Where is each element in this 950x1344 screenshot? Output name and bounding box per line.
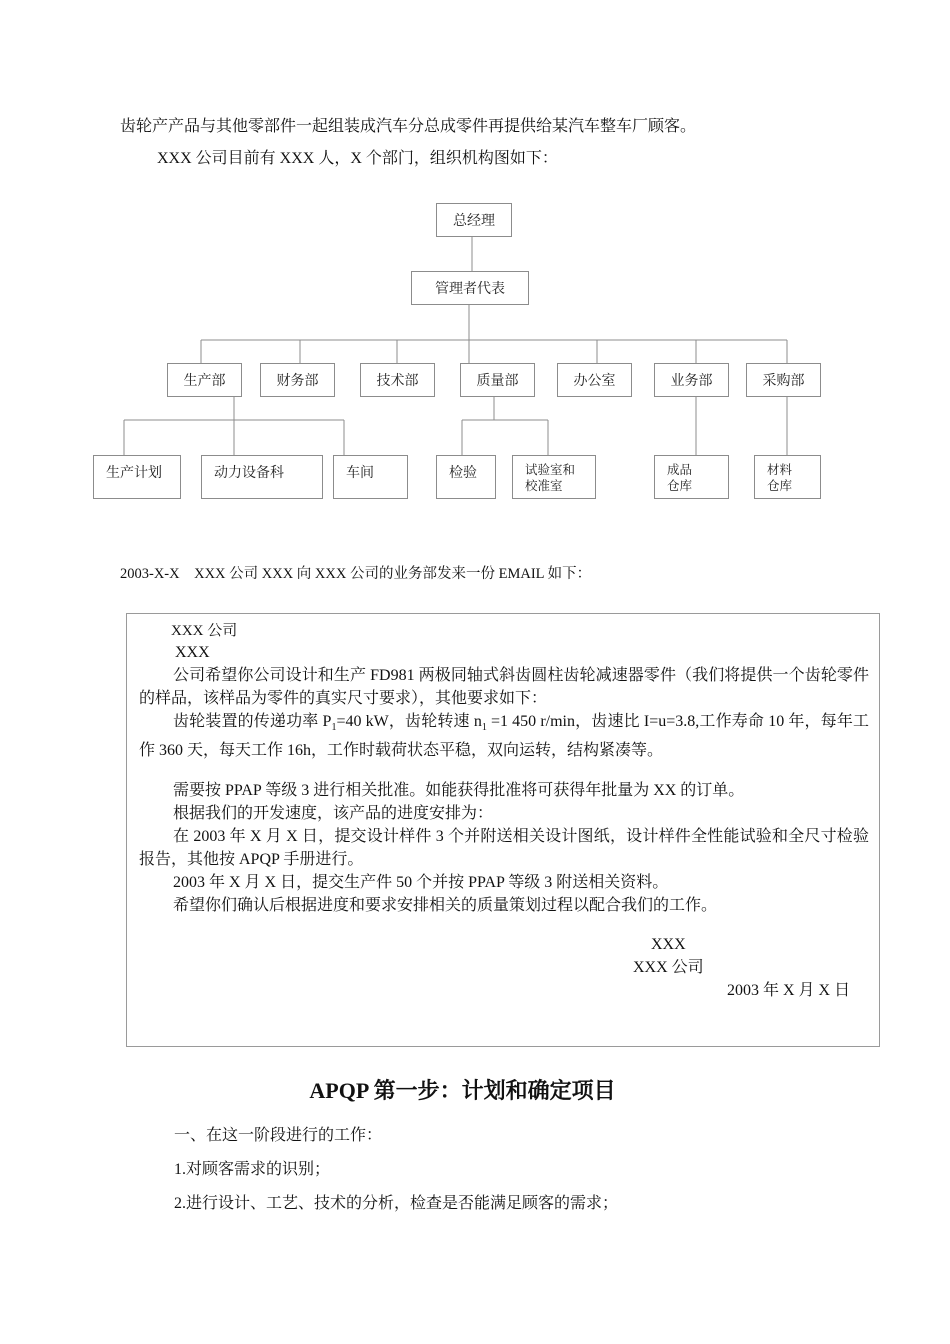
email-signature-date: 2003 年 X 月 X 日: [727, 982, 851, 999]
email-signature-company: XXX 公司: [633, 959, 704, 976]
org-box-office: 办公室: [557, 363, 632, 397]
org-box-material-warehouse: 材料 仓库: [754, 455, 821, 499]
intro-paragraph-2: XXX 公司目前有 XXX 人，X 个部门，组织机构图如下：: [157, 150, 558, 167]
email-p2-b: =40 kW，齿轮转速 n: [336, 713, 482, 730]
org-box-sales-dept: 业务部: [654, 363, 729, 397]
email-paragraph-1: 公司希望你公司设计和生产 FD981 两极同轴式斜齿圆柱齿轮减速器零件（我们将提供一个齿轮零件的样品，该样品为零件的真实尺寸要求），其他要求如下：: [139, 667, 869, 707]
email-paragraph-3: 需要按 PPAP 等级 3 进行相关批准。如能获得批准将可获得年批量为 XX 的订单。: [173, 782, 745, 799]
email-paragraph-6: 2003 年 X 月 X 日，提交生产件 50 个并按 PPAP 等级 3 附送相关资料。: [173, 874, 669, 891]
org-box-quality-dept: 质量部: [460, 363, 535, 397]
email-paragraph-7: 希望你们确认后根据进度和要求安排相关的质量策划过程以配合我们的工作。: [173, 897, 718, 914]
intro-paragraph-1: 齿轮产产品与其他零部件一起组装成汽车分总成零件再提供给某汽车整车厂顾客。: [120, 118, 697, 135]
section-item-2: 2.进行设计、工艺、技术的分析，检查是否能满足顾客的需求；: [174, 1195, 619, 1212]
org-box-lab-calibration: 试验室和 校准室: [512, 455, 596, 499]
email-p2-a: 齿轮装置的传递功率 P: [173, 713, 332, 730]
org-box-general-manager: 总经理: [436, 203, 512, 237]
section-item-0: 一、在这一阶段进行的工作：: [174, 1127, 383, 1144]
org-box-management-representative: 管理者代表: [411, 271, 529, 305]
email-intro-line: 2003-X-X XXX 公司 XXX 向 XXX 公司的业务部发来一份 EMAIL 如下：: [120, 566, 592, 582]
org-chart-connectors: [0, 0, 950, 520]
section-item-1: 1.对顾客需求的识别；: [174, 1161, 331, 1178]
org-box-purchasing-dept: 采购部: [746, 363, 821, 397]
email-p2-sub2: 1: [481, 722, 487, 734]
email-signature-name: XXX: [651, 936, 686, 953]
email-p2-c: =1 450 r/min，齿速比 I=u=3.8,工作寿命 10 年，每年工作 360 天，每天工作 16h，工作时载荷状态平稳，双向运转，结构紧凑等。: [139, 713, 869, 760]
email-to-company: XXX 公司: [171, 623, 238, 639]
org-box-finance-dept: 财务部: [260, 363, 335, 397]
org-box-finished-goods-warehouse: 成品 仓库: [654, 455, 729, 499]
org-box-production-dept: 生产部: [167, 363, 242, 397]
org-box-workshop: 车间: [333, 455, 408, 499]
email-box: [126, 613, 880, 1047]
org-box-technical-dept: 技术部: [360, 363, 435, 397]
org-box-production-planning: 生产计划: [93, 455, 181, 499]
org-box-power-equipment: 动力设备科: [201, 455, 323, 499]
section-heading: APQP 第一步：计划和确定项目: [309, 1078, 616, 1103]
email-paragraph-2: [139, 710, 869, 762]
email-paragraph-5: 在 2003 年 X 月 X 日，提交设计样件 3 个并附送相关设计图纸，设计样件全性能试验和全尺寸检验报告，其他按 APQP 手册进行。: [139, 828, 869, 868]
org-box-inspection: 检验: [436, 455, 496, 499]
email-paragraph-4: 根据我们的开发速度，该产品的进度安排为：: [173, 805, 494, 822]
email-p2-sub1: 1: [331, 722, 337, 734]
email-to-person: XXX: [175, 644, 210, 661]
